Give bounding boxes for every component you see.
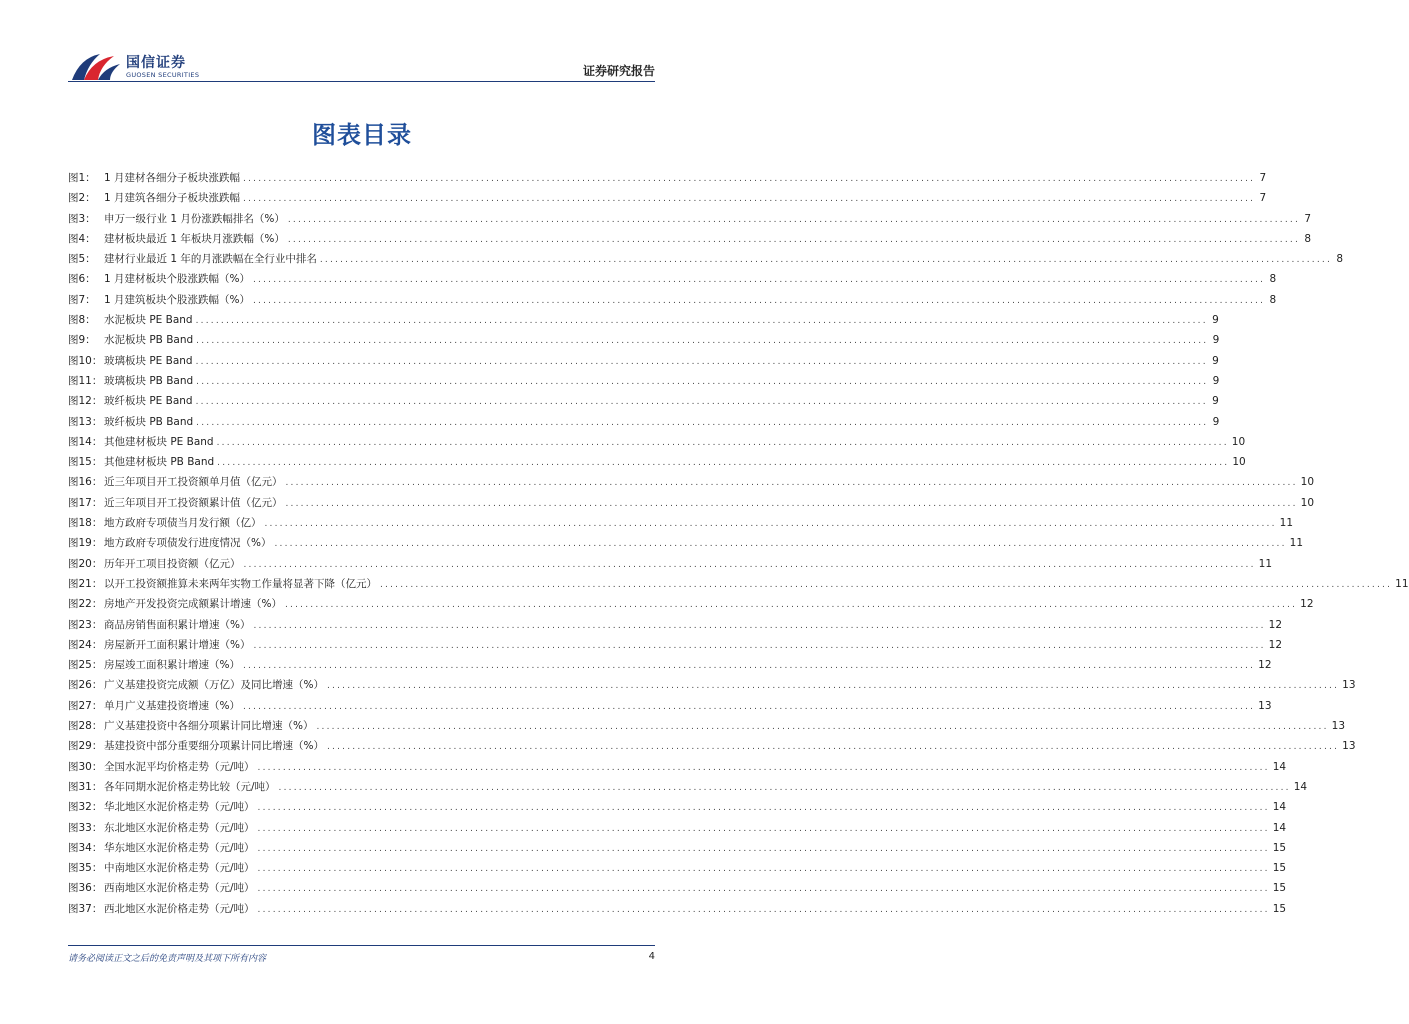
page-header — [0, 0, 724, 90]
toc-entry[interactable] — [68, 779, 1308, 799]
toc-entry[interactable] — [68, 231, 1312, 251]
toc-entry[interactable] — [68, 495, 1315, 515]
toc-leader-dots: ........................................................................................................................................................................................................ — [380, 579, 1393, 590]
toc-entry-label: 图7： — [68, 293, 96, 306]
toc-entry-page: 10 — [1300, 496, 1315, 509]
toc-leader-dots: ........................................................................................................................................................................................................ — [284, 600, 1298, 611]
toc-leader-dots: ........................................................................................................................................................................................................ — [196, 336, 1209, 347]
toc-leader-dots: ........................................................................................................................................................................................................ — [243, 559, 1256, 570]
toc-entry[interactable] — [68, 576, 1409, 596]
toc-entry-page: 14 — [1272, 760, 1287, 773]
toc-entry[interactable] — [68, 434, 1246, 454]
toc-entry-label: 图35： — [68, 862, 103, 875]
toc-entry-page: 10 — [1300, 476, 1315, 489]
toc-entry-page: 15 — [1272, 862, 1287, 875]
toc-entry-page: 7 — [1259, 172, 1267, 184]
toc-entry-page: 9 — [1212, 395, 1219, 408]
toc-entry[interactable] — [68, 880, 1287, 900]
toc-entry-label: 图37： — [68, 902, 103, 915]
toc-entry[interactable] — [68, 292, 1277, 312]
toc-entry-title: 房屋新开工面积累计增速（%） — [104, 638, 251, 651]
toc-leader-dots: ........................................................................................................................................................................................................ — [195, 316, 1208, 327]
toc-entry[interactable] — [68, 759, 1287, 779]
toc-entry[interactable] — [68, 393, 1219, 413]
toc-leader-dots: ........................................................................................................................................................................................................ — [196, 376, 1209, 387]
toc-entry-label: 图5： — [68, 253, 96, 266]
toc-entry-page: 15 — [1272, 902, 1287, 915]
toc-entry-label: 图31： — [68, 780, 103, 793]
toc-entry-title: 1 月建筑板块个股涨跌幅（%） — [104, 293, 250, 306]
toc-entry[interactable] — [68, 657, 1272, 677]
toc-entry-page: 9 — [1212, 415, 1220, 428]
toc-entry-label: 图12： — [68, 395, 103, 408]
toc-entry-page: 13 — [1342, 679, 1356, 692]
toc-entry-title: 其他建材板块 PE Band — [104, 435, 214, 448]
toc-entry[interactable] — [68, 840, 1287, 860]
toc-entry-page: 13 — [1342, 740, 1356, 753]
toc-entry[interactable] — [68, 414, 1220, 434]
toc-entry-label: 图27： — [68, 699, 103, 712]
toc-entry-label: 图25： — [68, 659, 103, 672]
toc-entry-title: 东北地区水泥价格走势（元/吨） — [104, 821, 255, 834]
toc-entry-page: 13 — [1331, 720, 1346, 733]
toc-entry-title: 基建投资中部分重要细分项累计同比增速（%） — [104, 740, 324, 753]
toc-entry-title: 商品房销售面积累计增速（%） — [104, 618, 251, 631]
toc-entry-label: 图1： — [68, 172, 96, 184]
toc-leader-dots: ........................................................................................................................................................................................................ — [216, 437, 1229, 448]
toc-entry-label: 图20： — [68, 557, 103, 570]
toc-leader-dots: ........................................................................................................................................................................................................ — [257, 904, 1270, 915]
toc-entry-label: 图24： — [68, 638, 103, 651]
toc-entry-label: 图32： — [68, 801, 103, 814]
toc-entry[interactable] — [68, 353, 1219, 373]
toc-entry-title: 各年同期水泥价格走势比较（元/吨） — [104, 780, 276, 793]
toc-entry-title: 全国水泥平均价格走势（元/吨） — [104, 760, 255, 773]
toc-entry-title: 房屋竣工面积累计增速（%） — [104, 659, 240, 672]
toc-entry[interactable] — [68, 170, 1267, 190]
toc-entry-title: 玻纤板块 PB Band — [104, 415, 194, 428]
toc-entry-page: 13 — [1258, 699, 1272, 712]
toc-entry-title: 华北地区水泥价格走势（元/吨） — [104, 801, 255, 814]
toc-leader-dots: ........................................................................................................................................................................................................ — [287, 214, 1301, 225]
toc-entry-title: 1 月建材各细分子板块涨跌幅 — [104, 172, 241, 184]
toc-entry-label: 图16： — [68, 476, 103, 489]
toc-entry[interactable] — [68, 211, 1312, 231]
toc-entry-page: 10 — [1232, 456, 1246, 469]
toc-entry[interactable] — [68, 535, 1304, 555]
toc-entry-title: 以开工投资额推算未来两年实物工作量将显著下降（亿元） — [104, 577, 377, 590]
toc-entry-page: 12 — [1268, 618, 1283, 631]
disclaimer-note: 请务必阅读正文之后的免责声明及其项下所有内容 — [68, 954, 267, 964]
toc-entry-label: 图26： — [68, 679, 103, 692]
guosen-logo-icon — [70, 50, 122, 84]
toc-entry-title: 建材行业最近 1 年的月涨跌幅在全行业中排名 — [104, 253, 317, 266]
toc-leader-dots: ........................................................................................................................................................................................................ — [326, 742, 1340, 753]
toc-entry-page: 10 — [1231, 435, 1246, 448]
toc-entry-page: 8 — [1269, 273, 1277, 286]
toc-entry-page: 8 — [1336, 253, 1344, 266]
toc-entry-label: 图11： — [68, 374, 103, 387]
toc-entry[interactable] — [68, 799, 1287, 819]
toc-entry-title: 近三年项目开工投资额累计值（亿元） — [104, 496, 283, 509]
toc-entry-label: 图6： — [68, 273, 96, 286]
toc-leader-dots: ........................................................................................................................................................................................................ — [243, 174, 1256, 184]
toc-leader-dots: ........................................................................................................................................................................................................ — [278, 782, 1291, 793]
toc-entry[interactable] — [68, 190, 1267, 210]
toc-entry-page: 9 — [1212, 354, 1219, 367]
toc-entry-page: 8 — [1269, 293, 1277, 306]
toc-entry-title: 玻璃板块 PB Band — [104, 374, 194, 387]
toc-entry-title: 华东地区水泥价格走势（元/吨） — [104, 841, 255, 854]
toc-entry-label: 图8： — [68, 314, 96, 327]
toc-entry[interactable] — [68, 312, 1219, 332]
toc-entry-label: 图34： — [68, 841, 103, 854]
toc-entry-label: 图14： — [68, 435, 103, 448]
toc-entry-label: 图23： — [68, 618, 103, 631]
toc-entry-label: 图4： — [68, 232, 96, 245]
toc-leader-dots: ........................................................................................................................................................................................................ — [257, 762, 1270, 773]
toc-entry[interactable] — [68, 474, 1315, 494]
toc-entry-label: 图2： — [68, 192, 96, 205]
page-number: 4 — [648, 951, 655, 962]
toc-entry[interactable] — [68, 373, 1220, 393]
toc-leader-dots: ........................................................................................................................................................................................................ — [195, 356, 1208, 367]
toc-entry-title: 玻璃板块 PE Band — [104, 354, 193, 367]
toc-leader-dots: ........................................................................................................................................................................................................ — [253, 275, 1266, 286]
toc-leader-dots: ........................................................................................................................................................................................................ — [287, 234, 1301, 245]
toc-entry[interactable] — [68, 820, 1287, 840]
toc-entry-title: 单月广义基建投资增速（%） — [104, 699, 240, 712]
table-of-figures — [68, 170, 1409, 921]
toc-leader-dots: ........................................................................................................................................................................................................ — [217, 458, 1230, 469]
toc-entry-label: 图22： — [68, 598, 103, 611]
toc-leader-dots: ........................................................................................................................................................................................................ — [242, 661, 1256, 672]
toc-entry-page: 12 — [1300, 598, 1314, 611]
report-type-label: 证券研究报告 — [582, 64, 655, 78]
toc-entry-label: 图33： — [68, 821, 103, 834]
toc-entry-page: 11 — [1258, 557, 1273, 570]
toc-entry-title: 1 月建材板块个股涨跌幅（%） — [104, 273, 250, 286]
toc-entry[interactable] — [68, 901, 1287, 921]
toc-entry-page: 11 — [1395, 577, 1409, 590]
guosen-logo — [70, 50, 230, 84]
toc-entry-page: 11 — [1279, 517, 1294, 530]
toc-entry-label: 图17： — [68, 496, 103, 509]
toc-entry-title: 近三年项目开工投资额单月值（亿元） — [104, 476, 283, 489]
toc-leader-dots: ........................................................................................................................................................................................................ — [196, 417, 1209, 428]
toc-entry-title: 西北地区水泥价格走势（元/吨） — [104, 902, 255, 915]
toc-entry-title: 其他建材板块 PB Band — [104, 456, 215, 469]
toc-entry[interactable] — [68, 718, 1346, 738]
toc-entry-label: 图10： — [68, 354, 103, 367]
toc-leader-dots: ........................................................................................................................................................................................................ — [195, 397, 1208, 408]
toc-entry-title: 1 月建筑各细分子板块涨跌幅 — [104, 192, 241, 205]
toc-entry[interactable] — [68, 637, 1283, 657]
toc-entry-title: 历年开工项目投资额（亿元） — [104, 557, 241, 570]
toc-leader-dots: ........................................................................................................................................................................................................ — [253, 640, 1266, 651]
toc-leader-dots: ........................................................................................................................................................................................................ — [242, 701, 1256, 712]
toc-entry-title: 广义基建投资完成额（万亿）及同比增速（%） — [104, 679, 324, 692]
toc-entry[interactable] — [68, 860, 1287, 880]
toc-entry-title: 西南地区水泥价格走势（元/吨） — [104, 882, 255, 895]
toc-entry-title: 水泥板块 PE Band — [104, 314, 193, 327]
toc-entry-label: 图36： — [68, 882, 103, 895]
toc-entry-title: 建材板块最近 1 年板块月涨跌幅（%） — [104, 232, 285, 245]
toc-entry-label: 图13： — [68, 415, 103, 428]
footer-divider — [68, 945, 655, 946]
toc-entry-title: 中南地区水泥价格走势（元/吨） — [104, 862, 255, 875]
toc-entry-page: 14 — [1272, 821, 1287, 834]
toc-entry-label: 图3： — [68, 212, 96, 225]
toc-entry-label: 图29： — [68, 740, 103, 753]
page-title: 图表目录 — [312, 121, 412, 149]
toc-entry-title: 地方政府专项债当月发行额（亿） — [104, 517, 262, 530]
toc-entry-page: 11 — [1289, 537, 1304, 550]
toc-entry-page: 7 — [1304, 212, 1312, 225]
toc-leader-dots: ........................................................................................................................................................................................................ — [274, 539, 1287, 550]
toc-entry[interactable] — [68, 738, 1356, 758]
header-divider — [68, 81, 655, 82]
toc-leader-dots: ........................................................................................................................................................................................................ — [285, 478, 1298, 489]
toc-entry-page: 7 — [1259, 192, 1267, 205]
toc-entry[interactable] — [68, 556, 1273, 576]
toc-entry-label: 图21： — [68, 577, 103, 590]
toc-leader-dots: ........................................................................................................................................................................................................ — [257, 864, 1270, 875]
toc-entry-page: 14 — [1293, 780, 1308, 793]
toc-entry[interactable] — [68, 515, 1294, 535]
toc-leader-dots: ........................................................................................................................................................................................................ — [257, 823, 1270, 834]
toc-entry-label: 图15： — [68, 456, 103, 469]
toc-entry-title: 房地产开发投资完成额累计增速（%） — [104, 598, 282, 611]
toc-entry[interactable] — [68, 332, 1220, 352]
toc-entry-page: 15 — [1272, 882, 1287, 895]
toc-leader-dots: ........................................................................................................................................................................................................ — [326, 681, 1340, 692]
toc-entry-page: 9 — [1212, 334, 1220, 347]
toc-leader-dots: ........................................................................................................................................................................................................ — [316, 722, 1329, 733]
toc-entry[interactable] — [68, 596, 1314, 616]
toc-entry-label: 图19： — [68, 537, 103, 550]
toc-leader-dots: ........................................................................................................................................................................................................ — [243, 194, 1256, 205]
toc-entry-title: 广义基建投资中各细分项累计同比增速（%） — [104, 720, 314, 733]
toc-entry-page: 12 — [1258, 659, 1272, 672]
toc-entry[interactable] — [68, 698, 1272, 718]
toc-entry[interactable] — [68, 454, 1246, 474]
toc-entry-page: 9 — [1212, 374, 1220, 387]
toc-leader-dots: ........................................................................................................................................................................................................ — [253, 295, 1266, 306]
toc-entry-page: 15 — [1272, 841, 1287, 854]
toc-entry[interactable] — [68, 271, 1277, 291]
toc-entry-label: 图18： — [68, 517, 103, 530]
logo-text-en: GUOSEN SECURITIES — [126, 71, 200, 79]
toc-leader-dots: ........................................................................................................................................................................................................ — [285, 498, 1298, 509]
toc-entry-page: 9 — [1212, 314, 1219, 327]
toc-entry-page: 8 — [1304, 232, 1312, 245]
toc-entry-title: 地方政府专项债发行进度情况（%） — [104, 537, 272, 550]
toc-entry-title: 申万一级行业 1 月份涨跌幅排名（%） — [104, 212, 285, 225]
toc-entry[interactable] — [68, 251, 1344, 271]
toc-leader-dots: ........................................................................................................................................................................................................ — [257, 884, 1270, 895]
toc-entry-page: 14 — [1272, 801, 1287, 814]
toc-entry-label: 图9： — [68, 334, 96, 347]
toc-entry[interactable] — [68, 617, 1283, 637]
toc-leader-dots: ........................................................................................................................................................................................................ — [319, 255, 1333, 266]
toc-entry[interactable] — [68, 677, 1356, 697]
logo-text-cn: 国信证券 — [126, 55, 186, 71]
toc-entry-label: 图30： — [68, 760, 103, 773]
toc-leader-dots: ........................................................................................................................................................................................................ — [253, 620, 1266, 631]
toc-entry-page: 12 — [1268, 638, 1283, 651]
toc-leader-dots: ........................................................................................................................................................................................................ — [257, 803, 1270, 814]
toc-leader-dots: ........................................................................................................................................................................................................ — [257, 843, 1270, 854]
toc-entry-label: 图28： — [68, 720, 103, 733]
toc-entry-title: 玻纤板块 PE Band — [104, 395, 193, 408]
toc-entry-title: 水泥板块 PB Band — [104, 334, 194, 347]
toc-leader-dots: ........................................................................................................................................................................................................ — [264, 519, 1277, 530]
